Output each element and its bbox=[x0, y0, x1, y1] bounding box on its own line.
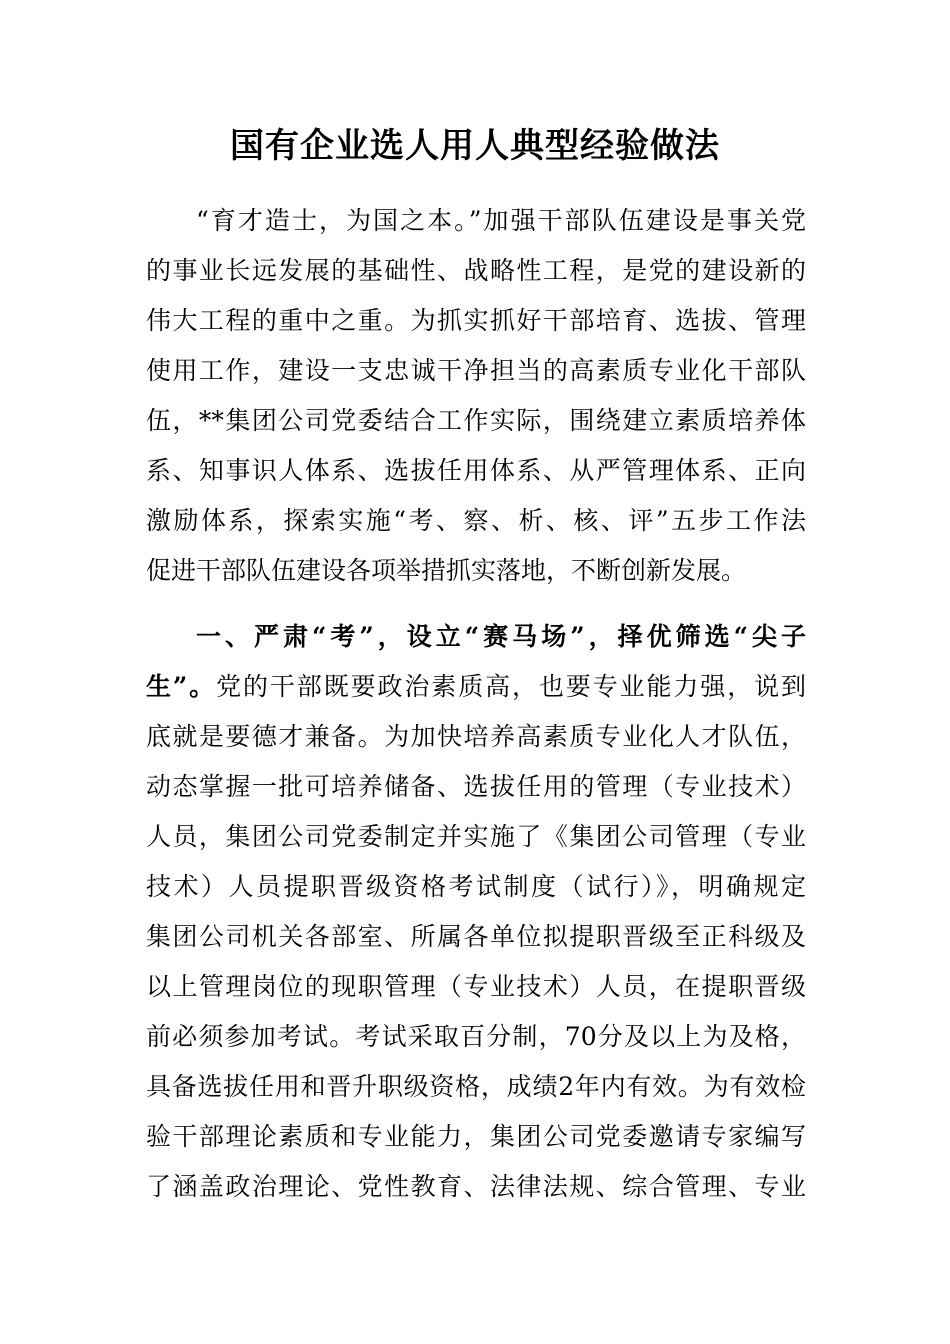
section-body-text: 党的干部既要政治素质高，也要专业能力强，说到 bbox=[216, 672, 806, 701]
section-body-line: 具备选拔任用和晋升职级资格，成绩2年内有效。为有效检 bbox=[146, 1072, 806, 1101]
intro-line: 系、知事识人体系、选拔任用体系、从严管理体系、正向 bbox=[146, 456, 806, 485]
section-body-line: 验干部理论素质和专业能力，集团公司党委邀请专家编写 bbox=[146, 1122, 806, 1151]
intro-line: 的事业长远发展的基础性、战略性工程，是党的建设新的 bbox=[146, 256, 806, 285]
intro-line: 激励体系，探索实施“考、察、析、核、评”五步工作法 bbox=[146, 506, 806, 535]
section-body-line: 动态掌握一批可培养储备、选拔任用的管理（专业技术） bbox=[146, 772, 806, 801]
section-body-line: 以上管理岗位的现职管理（专业技术）人员，在提职晋级 bbox=[146, 972, 806, 1001]
intro-line: 伍，**集团公司党委结合工作实际，围绕建立素质培养体 bbox=[146, 406, 806, 435]
intro-line: “育才造士，为国之本。”加强干部队伍建设是事关党 bbox=[196, 206, 806, 235]
section-body-line: 人员，集团公司党委制定并实施了《集团公司管理（专业 bbox=[146, 822, 806, 851]
intro-line: 使用工作，建设一支忠诚干净担当的高素质专业化干部队 bbox=[146, 356, 806, 385]
intro-line: 促进干部队伍建设各项举措抓实落地，不断创新发展。 bbox=[146, 556, 747, 585]
document-title: 国有企业选人用人典型经验做法 bbox=[230, 126, 720, 166]
section-heading-tail: 生”。 bbox=[146, 672, 217, 701]
section-body-line bbox=[146, 662, 806, 712]
section-body-line: 技术）人员提职晋级资格考试制度（试行）》，明确规定 bbox=[146, 872, 806, 901]
section-heading-text: 一、严肃“考”，设立“赛马场”，择优筛选“尖子 bbox=[196, 622, 806, 651]
section-body-line: 了涵盖政治理论、党性教育、法律法规、综合管理、专业 bbox=[146, 1172, 806, 1201]
intro-line: 伟大工程的重中之重。为抓实抓好干部培育、选拔、管理 bbox=[146, 306, 806, 335]
section-body-line: 底就是要德才兼备。为加快培养高素质专业化人才队伍， bbox=[146, 722, 806, 751]
section-body-line: 前必须参加考试。考试采取百分制，70分及以上为及格， bbox=[146, 1022, 806, 1051]
section-heading bbox=[196, 612, 806, 662]
section-body-line: 集团公司机关各部室、所属各单位拟提职晋级至正科级及 bbox=[146, 922, 806, 951]
